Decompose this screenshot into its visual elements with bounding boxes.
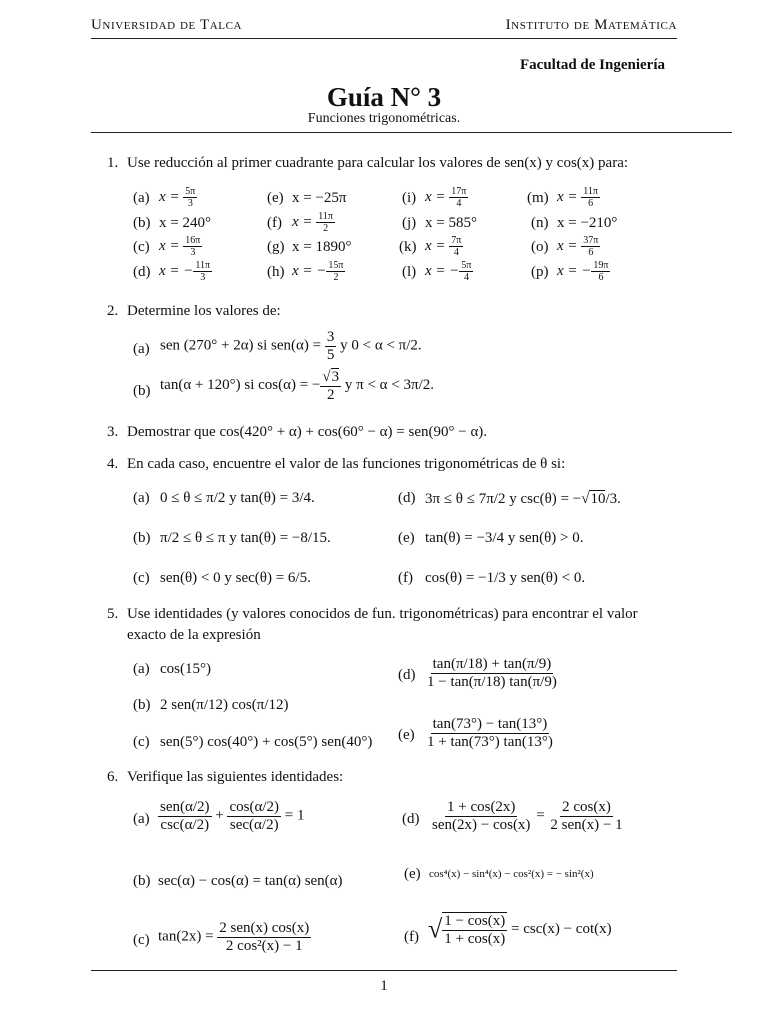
q1-item-g: x = 1890° [292, 239, 352, 255]
q5-e-den: 1 + tan(73°) tan(13°) [427, 733, 553, 750]
q6-a-plus: + [215, 807, 224, 824]
q1-c-den: 3 [190, 247, 196, 258]
q1-x-eq: x = [292, 213, 313, 230]
q1-label-p: (p) [531, 264, 549, 280]
q1-label-k: (k) [399, 239, 417, 255]
q5-text-line2: exacto de la expresión [127, 627, 261, 643]
q4-item-b: π/2 ≤ θ ≤ π y tan(θ) = −8/15. [160, 530, 331, 546]
q6-text: Verifique las siguientes identidades: [127, 769, 344, 785]
q4-item-e: tan(θ) = −3/4 y sen(θ) > 0. [425, 530, 584, 546]
q5-item-a: cos(15°) [160, 661, 211, 677]
header-institute: Instituto de Matemática [505, 17, 677, 33]
q1-label-g: (g) [267, 239, 285, 255]
q6-number: 6. [107, 769, 119, 785]
q1-item-n: x = −210° [557, 215, 618, 231]
q2-number: 2. [107, 303, 119, 319]
q1-x-eq-neg: x = − [557, 262, 592, 279]
q5-label-c: (c) [133, 734, 150, 750]
q1-i-num: 17π [451, 186, 467, 197]
q6-item-d [430, 799, 625, 833]
q1-text: Use reducción al primer cuadrante para calcular los valores de sen(x) y cos(x) para: [127, 155, 629, 171]
q2-b-den: 2 [327, 386, 335, 403]
q4-label-b: (b) [133, 530, 151, 546]
q2-b-post: y π < α < 3π/2. [344, 376, 434, 393]
q1-item-i [425, 186, 468, 209]
faculty-label: Facultad de Ingeniería [520, 57, 665, 73]
q1-label-f: (f) [267, 215, 282, 231]
page-number: 1 [380, 978, 388, 994]
q2-a-post: y 0 < α < π/2. [340, 337, 422, 354]
q1-m-num: 11π [583, 186, 598, 197]
q6-item-e: cos⁴(x) − sin⁴(x) − cos²(x) = − sin²(x) [429, 868, 594, 880]
q6-label-b: (b) [133, 873, 151, 889]
q1-p-den: 6 [598, 272, 604, 283]
q6-c-den: 2 cos²(x) − 1 [225, 937, 303, 954]
q1-x-eq: x = [557, 237, 578, 254]
page-subtitle: Funciones trigonométricas. [307, 111, 461, 126]
q5-label-d: (d) [398, 667, 416, 683]
q1-l-den: 4 [463, 272, 469, 283]
q1-label-m: (m) [527, 190, 549, 206]
q1-o-num: 37π [583, 235, 599, 246]
q5-d-num: tan(π/18) + tan(π/9) [432, 656, 552, 672]
q1-x-eq: x = [159, 237, 180, 254]
q1-k-den: 4 [453, 247, 459, 258]
q6-a-f2-num: cos(α/2) [229, 799, 279, 815]
q6-item-f [428, 912, 612, 947]
q2-label-b: (b) [133, 383, 151, 399]
q4-d-pre: 3π ≤ θ ≤ 7π/2 y csc(θ) = − [425, 491, 582, 507]
q2-b-num-wrap: √3 [322, 369, 340, 385]
q6-c-num: 2 sen(x) cos(x) [219, 920, 310, 936]
q1-h-den: 2 [333, 272, 339, 283]
q1-x-eq: x = [425, 188, 446, 205]
q4-label-c: (c) [133, 570, 150, 586]
q2-label-a: (a) [133, 341, 150, 357]
q1-d-den: 3 [200, 272, 206, 283]
q2-a-num: 3 [326, 329, 335, 345]
header-university: Universidad de Talca [91, 17, 243, 33]
q1-h-num: 15π [328, 260, 344, 271]
q6-label-f: (f) [404, 929, 419, 945]
q1-item-c [159, 235, 202, 258]
q6-f-den: 1 + cos(x) [444, 930, 506, 947]
q1-item-e: x = −25π [292, 190, 347, 206]
q5-item-d [425, 656, 559, 690]
q5-text-line1: Use identidades (y valores conocidos de fun. trigonométricas) para encontrar el valor [127, 606, 638, 622]
q1-item-h [292, 260, 345, 283]
q6-d-eq: = [536, 807, 545, 824]
q6-c-pre: tan(2x) = [158, 928, 214, 945]
q1-item-a [159, 186, 197, 209]
q4-text: En cada caso, encuentre el valor de las funciones trigonométricas de θ si: [127, 456, 566, 472]
q4-d-rad: 10 [590, 491, 606, 507]
q2-item-b [160, 368, 434, 403]
q6-a-eq: = 1 [284, 807, 305, 824]
q1-label-o: (o) [531, 239, 549, 255]
q6-label-a: (a) [133, 811, 150, 827]
q5-item-c: sen(5°) cos(40°) + cos(5°) sen(40°) [160, 734, 373, 750]
q4-item-c: sen(θ) < 0 y sec(θ) = 6/5. [160, 570, 311, 586]
q4-number: 4. [107, 456, 119, 472]
q2-b-num: 3 [331, 369, 340, 385]
q1-number: 1. [107, 155, 119, 171]
q1-m-den: 6 [588, 198, 594, 209]
q1-x-eq: x = [557, 188, 578, 205]
q5-item-b: 2 sen(π/12) cos(π/12) [160, 697, 289, 713]
q5-e-num: tan(73°) − tan(13°) [432, 716, 548, 732]
q5-d-den: 1 − tan(π/18) tan(π/9) [427, 673, 557, 690]
q4-label-f: (f) [398, 570, 413, 586]
title-rule [91, 132, 732, 133]
q6-a-f1-den: csc(α/2) [160, 816, 210, 833]
q2-a-den: 5 [326, 346, 335, 363]
q4-item-d: 3π ≤ θ ≤ 7π/2 y csc(θ) = −√10/3. [425, 491, 621, 507]
q6-f-num: 1 − cos(x) [444, 913, 506, 929]
q1-a-num: 5π [185, 186, 196, 197]
q1-o-den: 6 [588, 247, 594, 258]
q4-label-a: (a) [133, 490, 150, 506]
q6-label-e: (e) [404, 866, 421, 882]
q5-item-e [425, 716, 555, 750]
q6-label-d: (d) [402, 811, 420, 827]
q1-label-b: (b) [133, 215, 151, 231]
q1-item-f [292, 211, 335, 234]
q2-b-pre: tan(α + 120°) si cos(α) = − [160, 376, 321, 393]
q6-f-post: = csc(x) − cot(x) [510, 920, 612, 937]
q1-item-l [425, 260, 473, 283]
q1-label-n: (n) [531, 215, 549, 231]
q1-item-b: x = 240° [159, 215, 211, 231]
q6-label-c: (c) [133, 932, 150, 948]
q1-x-eq: x = [159, 188, 180, 205]
q1-label-h: (h) [267, 264, 285, 280]
q3-text: Demostrar que cos(420° + α) + cos(60° − α) = sen(90° − α). [127, 424, 488, 440]
q1-item-o [557, 235, 600, 258]
q2-item-a [160, 329, 422, 363]
q1-label-c: (c) [133, 239, 150, 255]
q5-label-b: (b) [133, 697, 151, 713]
q1-x-eq-neg: x = − [425, 262, 460, 279]
q1-l-num: 5π [461, 260, 472, 271]
q1-c-num: 16π [185, 235, 201, 246]
q1-item-d [159, 260, 212, 283]
q1-item-k [425, 235, 463, 258]
q4-item-a: 0 ≤ θ ≤ π/2 y tan(θ) = 3/4. [160, 490, 315, 506]
header-rule [91, 38, 677, 39]
q1-d-num: 11π [195, 260, 211, 271]
q6-d-f2-den: 2 sen(x) − 1 [550, 816, 623, 833]
q1-item-j: x = 585° [425, 215, 477, 231]
q5-label-e: (e) [398, 727, 415, 743]
q6-item-a [158, 799, 304, 833]
q6-a-f1-num: sen(α/2) [160, 799, 210, 815]
sqrt-icon: √ [428, 914, 443, 944]
q6-d-f1-den: sen(2x) − cos(x) [432, 816, 531, 833]
q2-a-pre: sen (270° + 2α) si sen(α) = [160, 337, 322, 354]
footer-rule [91, 970, 677, 971]
q1-label-a: (a) [133, 190, 150, 206]
q1-item-p [557, 260, 610, 283]
q5-number: 5. [107, 606, 119, 622]
q1-label-d: (d) [133, 264, 151, 280]
q1-f-den: 2 [323, 223, 329, 234]
q5-label-a: (a) [133, 661, 150, 677]
q4-item-f: cos(θ) = −1/3 y sen(θ) < 0. [425, 570, 586, 586]
page-title: Guía N° 3 [326, 82, 442, 112]
q1-label-i: (i) [402, 190, 417, 206]
q1-x-eq-neg: x = − [159, 262, 194, 279]
q1-label-j: (j) [402, 215, 417, 231]
q1-x-eq: x = [425, 237, 446, 254]
q3-number: 3. [107, 424, 119, 440]
q4-label-e: (e) [398, 530, 415, 546]
q1-f-num: 11π [318, 211, 333, 222]
q6-d-f1-num: 1 + cos(2x) [446, 799, 516, 815]
q2-text: Determine los valores de: [127, 303, 281, 319]
q1-k-num: 7π [451, 235, 462, 246]
q1-a-den: 3 [187, 198, 193, 209]
q1-label-l: (l) [402, 264, 417, 280]
q6-item-b: sec(α) − cos(α) = tan(α) sen(α) [158, 873, 343, 889]
q4-label-d: (d) [398, 490, 416, 506]
q1-label-e: (e) [267, 190, 284, 206]
q4-d-post: /3. [605, 491, 621, 507]
q1-i-den: 4 [456, 198, 462, 209]
q1-p-num: 19π [593, 260, 609, 271]
q6-a-f2-den: sec(α/2) [229, 816, 279, 833]
q6-d-f2-num: 2 cos(x) [562, 799, 611, 815]
q1-item-m [557, 186, 600, 209]
q6-item-c [158, 920, 311, 954]
q1-x-eq-neg: x = − [292, 262, 327, 279]
